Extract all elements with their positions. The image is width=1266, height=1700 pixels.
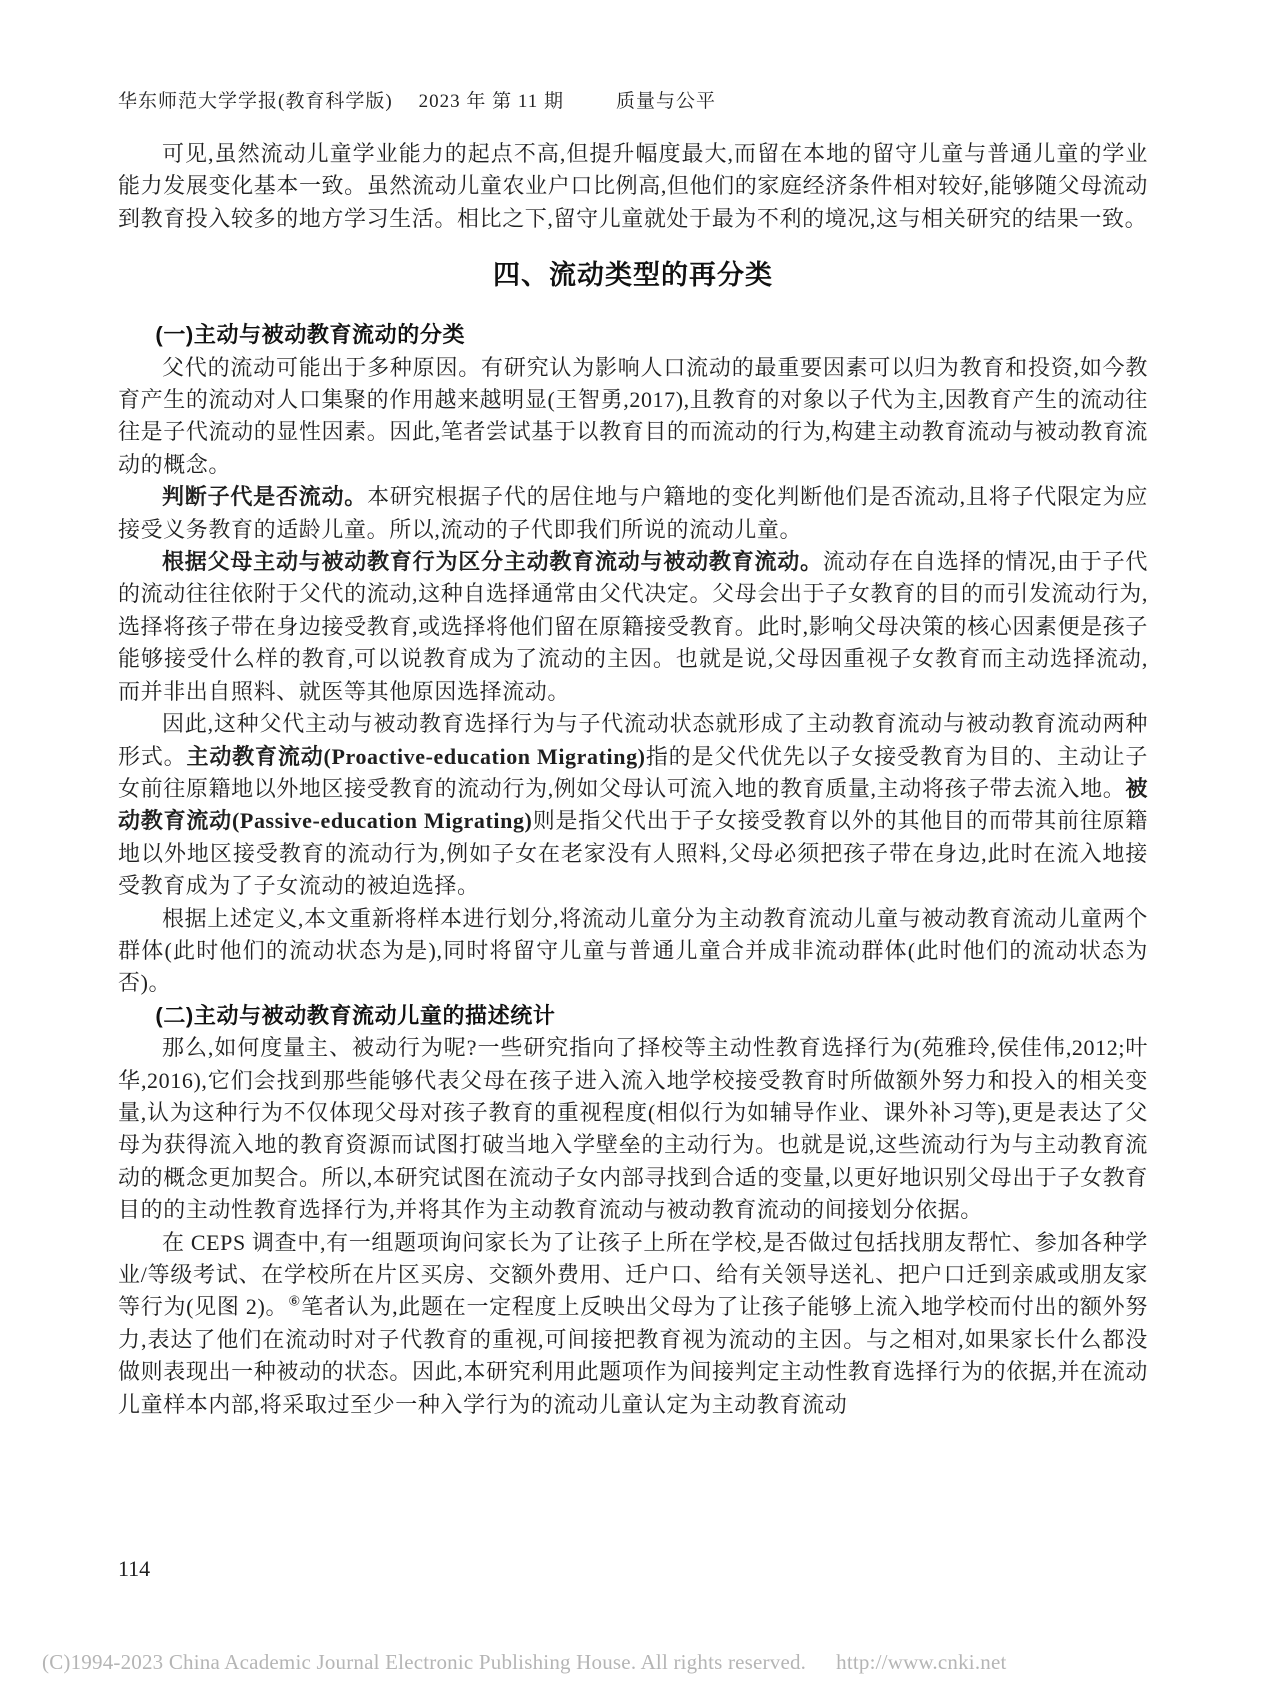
- paragraph: [118, 481, 1148, 546]
- paragraph: [118, 903, 1148, 1000]
- text-run: 因此,这种父代主动与被动教育选择行为与子代流动状态就形成了主动教育流动与被动教育流动两种形式。: [118, 711, 1148, 769]
- subsection-heading: [118, 319, 1148, 351]
- text-run: 在 CEPS 调查中,有一组题项询问家长为了让孩子上所在学校,是否做过包括找朋友帮忙、参加各种学业/等级考试、在学校所在片区买房、交额外费用、迁户口、给有关领导送礼、把户口迁到亲戚或朋友家等行为(见图 2)。: [118, 1229, 1148, 1320]
- text-run: (二)主动与被动教育流动儿童的描述统计: [155, 1002, 556, 1028]
- page-number: 114: [118, 1556, 151, 1581]
- text-run: 指的是父代优先以子女接受教育为目的、主动让子女前往原籍地以外地区接受教育的流动行为,例如父母认可流入地的教育质量,主动将孩子带去流入地。: [118, 743, 1148, 801]
- text-run: 四、流动类型的再分类: [493, 260, 773, 291]
- emphasis-run: 主动教育流动(Proactive-education Migrating): [186, 743, 646, 769]
- text-run: 本研究根据子代的居住地与户籍地的变化判断他们是否流动,且将子代限定为应接受义务教育的适龄儿童。所以,流动的子代即我们所说的流动儿童。: [118, 484, 1148, 542]
- text-run: 可见,虽然流动儿童学业能力的起点不高,但提升幅度最大,而留在本地的留守儿童与普通儿童的学业能力发展变化基本一致。虽然流动儿童农业户口比例高,但他们的家庭经济条件相对较好,能够随父母流动到教育投入较多的地方学习生活。相比之下,留守儿童就处于最为不利的境况,这与相关研究的结果一致。: [118, 141, 1148, 231]
- text-run: 则是指父代出于子女接受教育以外的其他目的而带其前往原籍地以外地区接受教育的流动行为,例如子女在老家没有人照料,父母必须把孩子带在身边,此时在流入地接受教育成为了子女流动的被迫选择。: [118, 808, 1149, 899]
- paragraph: [118, 138, 1148, 235]
- article-body: [118, 138, 1148, 1421]
- issue-info: 2023 年 第 11 期: [418, 91, 564, 112]
- emphasis-run: 根据父母主动与被动教育行为区分主动教育流动与被动教育流动。: [162, 549, 823, 575]
- text-run: 流动存在自选择的情况,由于子代的流动往往依附于父代的流动,这种自选择通常由父代决定。父母会出于子女教育的目的而引发流动行为,选择将孩子带在身边接受教育,或选择将他们留在原籍接受教育。此时,影响父母决策的核心因素便是孩子能够接受什么样的教育,可以说教育成为了流动的主因。也就是说,父母因重视子女教育而主动选择流动,而并非出自照料、就医等其他原因选择流动。: [118, 549, 1148, 704]
- footnote-marker: ⑥: [288, 1294, 302, 1310]
- paragraph: [118, 1032, 1148, 1226]
- emphasis-run: 判断子代是否流动。: [162, 484, 368, 510]
- text-run: 根据上述定义,本文重新将样本进行划分,将流动儿童分为主动教育流动儿童与被动教育流动儿童两个群体(此时他们的流动状态为是),同时将留守儿童与普通儿童合并成非流动群体(此时他们的流动状态为否)。: [118, 905, 1148, 996]
- column-name: 质量与公平: [615, 91, 716, 112]
- emphasis-run: 被动教育流动(Passive-education Migrating): [118, 775, 1148, 834]
- running-header: [118, 86, 1166, 113]
- copyright-text: (C)1994-2023 China Academic Journal Electronic Publishing House. All rights reserved.: [42, 1650, 807, 1674]
- copyright-footer: [42, 1650, 1007, 1675]
- text-run: 父代的流动可能出于多种原因。有研究认为影响人口流动的最重要因素可以归为教育和投资,如今教育产生的流动对人口集聚的作用越来越明显(王智勇,2017),且教育的对象以子代为主,因教育产生的流动往往是子代流动的显性因素。因此,笔者尝试基于以教育目的而流动的行为,构建主动教育流动与被动教育流动的概念。: [118, 354, 1148, 477]
- section-heading: [118, 257, 1148, 293]
- cnki-url: http://www.cnki.net: [836, 1650, 1007, 1674]
- journal-title: 华东师范大学学报(教育科学版): [118, 91, 393, 112]
- paragraph: [118, 708, 1148, 902]
- paragraph: [118, 352, 1148, 482]
- text-run: 那么,如何度量主、被动行为呢?一些研究指向了择校等主动性教育选择行为(苑雅玲,侯佳伟,2012;叶华,2016),它们会找到那些能够代表父母在孩子进入流入地学校接受教育时所做额外努力和投入的相关变量,认为这种行为不仅体现父母对孩子教育的重视程度(相似行为如辅导作业、课外补习等),更是表达了父母为获得流入地的教育资源而试图打破当地入学壁垒的主动行为。也就是说,这些流动行为与主动教育流动的概念更加契合。所以,本研究试图在流动子女内部寻找到合适的变量,以更好地识别父母出于子女教育目的的主动性教育选择行为,并将其作为主动教育流动与被动教育流动的间接划分依据。: [118, 1035, 1148, 1223]
- subsection-heading: [118, 1000, 1148, 1032]
- paragraph: [118, 1227, 1148, 1421]
- text-run: (一)主动与被动教育流动的分类: [155, 322, 466, 348]
- text-run: 笔者认为,此题在一定程度上反映出父母为了让孩子能够上流入地学校而付出的额外努力,表达了他们在流动时对子代教育的重视,可间接把教育视为流动的主因。与之相对,如果家长什么都没做则表现出一种被动的状态。因此,本研究利用此题项作为间接判定主动性教育选择行为的依据,并在流动儿童样本内部,将采取过至少一种入学行为的流动儿童认定为主动教育流动: [118, 1294, 1148, 1417]
- paragraph: [118, 546, 1148, 708]
